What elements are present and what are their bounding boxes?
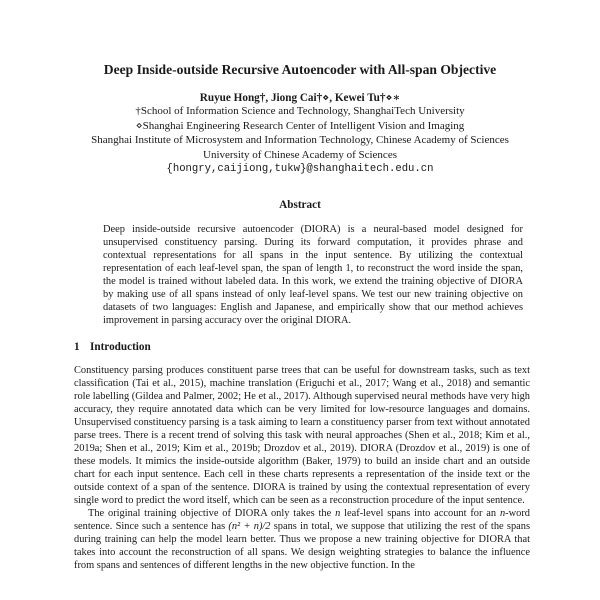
section-title: Introduction [90, 341, 151, 353]
math-variable: n [335, 508, 341, 519]
abstract-heading: Abstract [279, 199, 321, 211]
affiliation-line: Shanghai Institute of Microsystem and Information Technology, Chinese Academy of Sciences [91, 134, 509, 147]
affiliation-line: ⋄Shanghai Engineering Research Center of Intelligent Vision and Imaging [135, 119, 465, 132]
abstract-text: Deep inside-outside recursive autoencoder (DIORA) is a neural-based model designed for unsupervised constituency parsing. During its forward computation, it provides phrase and contextual representations for all spans in the input sentence. By utilizing the contextual representation of each leaf-level span, the span of length 1, to reconstruct the word inside the span, the model is trained without labeled data. In this work, we extend the training objective of DIORA by making use of all spans instead of only leaf-level spans. We test our new training objective on datasets of two languages: English and Japanese, and empirically show that our method achieves improvement in parsing accuracy over the original DIORA. [103, 224, 523, 326]
affiliation-line: †School of Information Science and Technology, ShanghaiTech University [135, 105, 465, 117]
affiliation-line: University of Chinese Academy of Sciences [203, 148, 397, 161]
text-run: spans in total, we suppose that utilizing the rest of the spans during training can help the model learn better. Thus we propose a new training objective for DIORA that takes into account the reconstruction of all spans. We design weighting strategies to balance the influence from spans and sentences of different lengths in the new objective function. In the [74, 521, 530, 571]
text-run: The original training objective of DIORA only takes the [88, 508, 336, 519]
section-number: 1 [74, 341, 80, 353]
author-emails: {hongry,caijiong,tukw}@shanghaitech.edu.cn [166, 163, 434, 176]
section-heading [74, 341, 151, 353]
math-variable: n [499, 508, 506, 519]
text-run: leaf-level spans into account for an [340, 508, 500, 519]
paragraph [74, 507, 530, 572]
author-list: Ruyue Hong†, Jiong Cai†⋄, Kewei Tu†⋄∗ [199, 92, 401, 104]
text-run: -word sentence. Since such a sentence has [74, 508, 530, 532]
paper-title: Deep Inside-outside Recursive Autoencoder with All-span Objective [103, 62, 497, 77]
body-text [74, 364, 530, 572]
affiliation-block [0, 104, 600, 177]
math-formula: (n² + n)/2 [228, 521, 271, 532]
paragraph: Constituency parsing produces constituent parse trees that can be useful for downstream tasks, such as text classification (Tai et al., 2015), machine translation (Eriguchi et al., 2017; Wang et al., 2018) and semantic role labelling (Gildea and Palmer, 2002; He et al., 2017). Although supervised neural methods have very high accuracy, they require annotated data which can be very limited for low-resource languages and domains. Unsupervised constituency parsing is a task aiming to learn a constituency parser from text without annotated parse trees. There is a recent trend of solving this task with neural approaches (Shen et al., 2018; Kim et al., 2019a; Shen et al., 2019; Kim et al., 2019b; Drozdov et al., 2019). DIORA (Drozdov et al., 2019) is one of these models. It mimics the inside-outside algorithm (Baker, 1979) to build an inside chart and an outside chart for each input sentence. Each cell in these charts represents a representation of the inside text or the outside context of a span of the sentence. DIORA is trained by using the contextual representation of every single word to predict the word itself, which can be seen as a reconstruction procedure of the input sentence. [74, 365, 530, 506]
